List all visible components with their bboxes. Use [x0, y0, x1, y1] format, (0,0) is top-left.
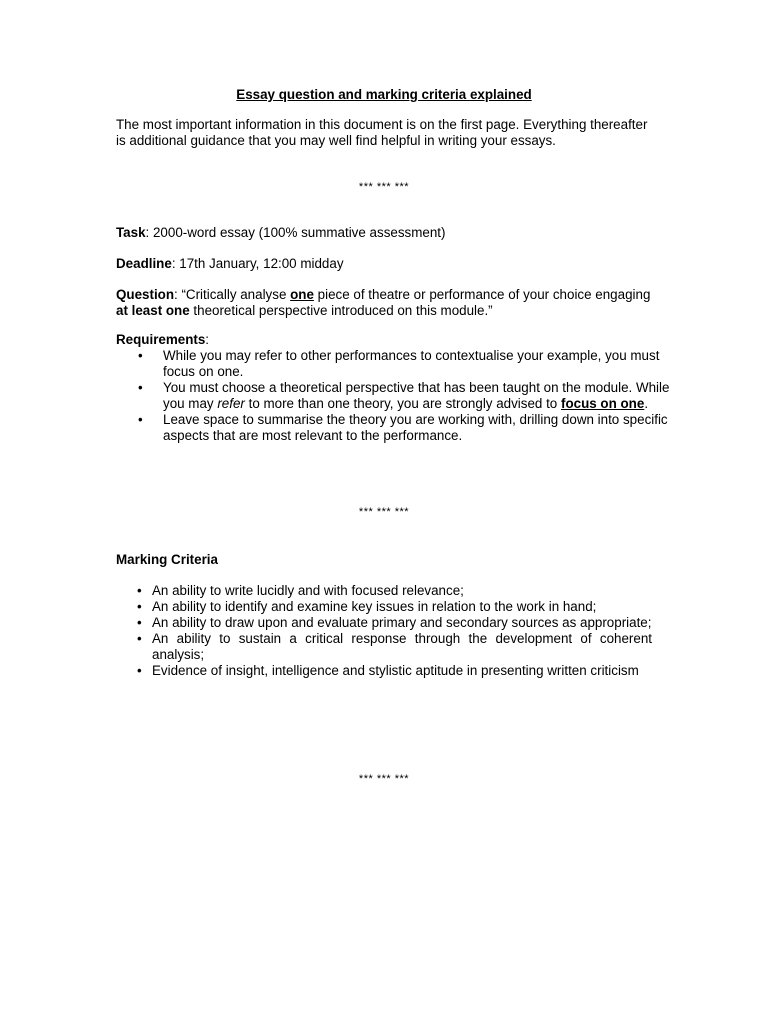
criterion-text: An ability to sustain a critical response through the development of coherent analysis;	[152, 631, 652, 662]
intro-paragraph: The most important information in this document is on the first page. Everything thereafter is additional guidance that you may well find helpful in writing your essays.	[116, 117, 648, 148]
bullet-icon: •	[138, 348, 143, 363]
bullet-icon: •	[138, 412, 143, 427]
question-text-3: theoretical perspective introduced on this module.”	[189, 303, 493, 318]
bullet-icon: •	[137, 599, 142, 614]
requirement-text: Leave space to summarise the theory you are working with, drilling down into specific aspects that are most relevant to the performance.	[163, 412, 668, 443]
requirement-emphasis-refer: refer	[217, 396, 245, 411]
list-item	[137, 631, 652, 663]
criterion-text: Evidence of insight, intelligence and stylistic aptitude in presenting written criticism	[152, 663, 639, 678]
list-item	[137, 663, 652, 679]
criterion-text: An ability to draw upon and evaluate primary and secondary sources as appropriate;	[152, 615, 652, 630]
criterion-text: An ability to identify and examine key issues in relation to the work in hand;	[152, 599, 597, 614]
requirement-text: You must choose a theoretical perspective that has been taught on the module. While you may	[163, 380, 670, 411]
question-text-2: piece of theatre or performance of your choice engaging	[313, 287, 651, 302]
requirements-label: Requirements	[116, 332, 206, 347]
requirements-colon: :	[205, 332, 210, 347]
list-item	[138, 412, 675, 444]
bullet-icon: •	[137, 583, 142, 598]
question-label: Question	[116, 287, 175, 302]
bullet-icon: •	[138, 380, 143, 395]
question-paragraph	[116, 287, 652, 319]
list-item	[138, 348, 675, 380]
section-separator: *** *** ***	[358, 506, 410, 518]
marking-criteria-heading: Marking Criteria	[116, 552, 218, 567]
question-emphasis-at-least-one: at least one	[116, 303, 190, 318]
bullet-icon: •	[137, 631, 142, 646]
requirements-heading	[116, 332, 652, 348]
deadline-text: : 17th January, 12:00 midday	[171, 256, 344, 271]
marking-criteria-list	[116, 583, 652, 679]
list-item	[137, 599, 652, 615]
task-text: : 2000-word essay (100% summative assessment)	[145, 225, 446, 240]
list-item	[137, 583, 652, 599]
requirement-emphasis-focus-on-one: focus on one	[560, 396, 645, 411]
document-title: Essay question and marking criteria explained	[236, 87, 532, 102]
question-text-1: : “Critically analyse	[174, 287, 291, 302]
deadline-label: Deadline	[116, 256, 172, 271]
section-separator: *** *** ***	[358, 181, 410, 193]
task-label: Task	[116, 225, 146, 240]
requirement-text: While you may refer to other performances to contextualise your example, you must focus on one.	[163, 348, 660, 379]
deadline-line	[116, 256, 652, 272]
question-emphasis-one: one	[290, 287, 314, 302]
requirement-text: to more than one theory, you are strongly advised to	[244, 396, 561, 411]
bullet-icon: •	[137, 663, 142, 678]
requirement-text: .	[644, 396, 649, 411]
list-item	[138, 380, 675, 412]
requirements-list	[116, 348, 675, 444]
list-item	[137, 615, 652, 631]
criterion-text: An ability to write lucidly and with focused relevance;	[152, 583, 464, 598]
bullet-icon: •	[137, 615, 142, 630]
section-separator: *** *** ***	[358, 773, 410, 785]
task-line	[116, 225, 652, 241]
